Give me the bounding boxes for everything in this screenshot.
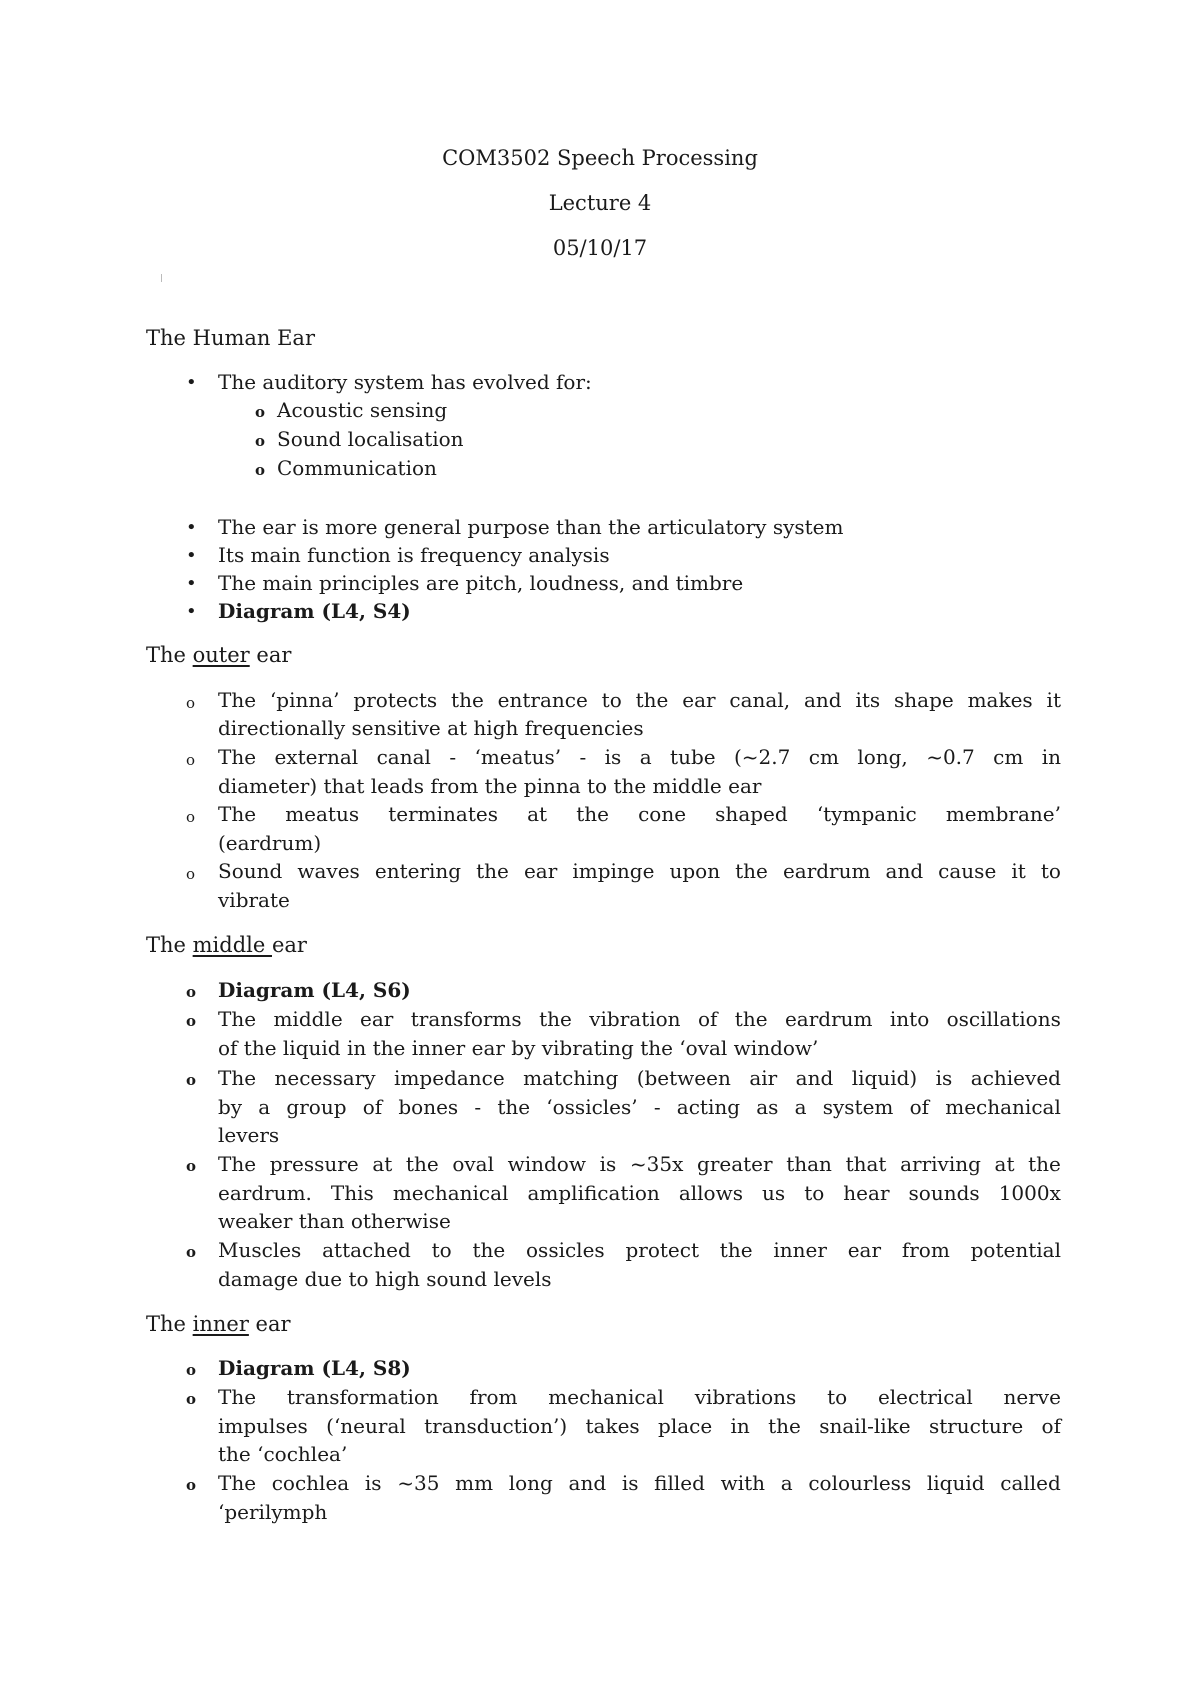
sub-list-item: Communication [277, 456, 437, 480]
list-item-line: The middle ear transforms the vibration of the eardrum into oscillations [218, 1007, 1061, 1031]
stray-mark [161, 274, 162, 282]
o-bullet-icon: o [186, 808, 196, 826]
list-item-line: Muscles attached to the ossicles protect the inner ear from potential [218, 1238, 1061, 1262]
bullet-icon: • [186, 545, 197, 566]
list-item-line: weaker than otherwise [218, 1209, 451, 1233]
o-bullet-icon: o [186, 983, 197, 1001]
list-item-line: The pressure at the oval window is ~35x greater than that arriving at the [218, 1152, 1061, 1176]
list-item-line: damage due to high sound levels [218, 1267, 552, 1291]
bullet-icon: • [186, 517, 197, 538]
sub-list-item: Acoustic sensing [277, 398, 448, 422]
sub-list-item: Sound localisation [277, 427, 464, 451]
o-bullet-icon: o [186, 694, 196, 712]
list-item-line: The external canal - ‘meatus’ - is a tube (~2.7 cm long, ~0.7 cm in [218, 745, 1061, 769]
list-item-line: directionally sensitive at high frequencies [218, 716, 644, 740]
list-item-line: levers [218, 1123, 280, 1147]
bullet-icon: • [186, 601, 197, 622]
o-bullet-icon: o [186, 865, 196, 883]
list-item-line: impulses (‘neural transduction’) takes place in the snail-like structure of [218, 1414, 1061, 1438]
course-title: COM3502 Speech Processing [442, 146, 758, 170]
list-item: The main principles are pitch, loudness, and timbre [218, 571, 744, 595]
list-item-line: The transformation from mechanical vibrations to electrical nerve [218, 1385, 1061, 1409]
lecture-date: 05/10/17 [552, 236, 648, 260]
heading-human-ear: The Human Ear [146, 326, 315, 350]
lecture-number: Lecture 4 [548, 191, 652, 215]
o-bullet-icon: o [186, 1157, 197, 1175]
list-item: The ear is more general purpose than the articulatory system [218, 515, 844, 539]
diagram-reference: Diagram (L4, S4) [218, 599, 411, 623]
list-item-line: diameter) that leads from the pinna to the middle ear [218, 774, 762, 798]
o-bullet-icon: o [186, 1012, 197, 1030]
list-item: The auditory system has evolved for: [218, 370, 592, 394]
list-item-line: The necessary impedance matching (between air and liquid) is achieved [218, 1066, 1061, 1090]
o-bullet-icon: o [255, 432, 266, 450]
o-bullet-icon: o [186, 1243, 197, 1261]
list-item-line: ‘perilymph [218, 1500, 328, 1524]
o-bullet-icon: o [186, 1361, 197, 1379]
list-item-line: The meatus terminates at the cone shaped ‘tympanic membrane’ [218, 802, 1061, 826]
list-item-line: (eardrum) [218, 831, 322, 855]
bullet-icon: • [186, 573, 197, 594]
o-bullet-icon: o [255, 403, 266, 421]
o-bullet-icon: o [186, 1390, 197, 1408]
bullet-icon: • [186, 372, 197, 393]
heading-outer-ear: The outer ear [146, 643, 292, 667]
list-item-line: eardrum. This mechanical amplification allows us to hear sounds 1000x [218, 1181, 1061, 1205]
o-bullet-icon: o [255, 461, 266, 479]
heading-middle-ear: The middle ear [146, 933, 307, 957]
list-item-line: Sound waves entering the ear impinge upon the eardrum and cause it to [218, 859, 1061, 883]
o-bullet-icon: o [186, 1071, 197, 1089]
list-item-line: the ‘cochlea’ [218, 1442, 348, 1466]
diagram-reference: Diagram (L4, S8) [218, 1356, 411, 1380]
list-item-line: The cochlea is ~35 mm long and is filled with a colourless liquid called [218, 1471, 1061, 1495]
list-item: Its main function is frequency analysis [218, 543, 610, 567]
diagram-reference: Diagram (L4, S6) [218, 978, 411, 1002]
list-item-line: The ‘pinna’ protects the entrance to the ear canal, and its shape makes it [218, 688, 1061, 712]
list-item-line: by a group of bones - the ‘ossicles’ - acting as a system of mechanical [218, 1095, 1061, 1119]
o-bullet-icon: o [186, 751, 196, 769]
list-item-line: vibrate [218, 888, 290, 912]
heading-inner-ear: The inner ear [146, 1312, 291, 1336]
list-item-line: of the liquid in the inner ear by vibrating the ‘oval window’ [218, 1036, 819, 1060]
o-bullet-icon: o [186, 1476, 197, 1494]
